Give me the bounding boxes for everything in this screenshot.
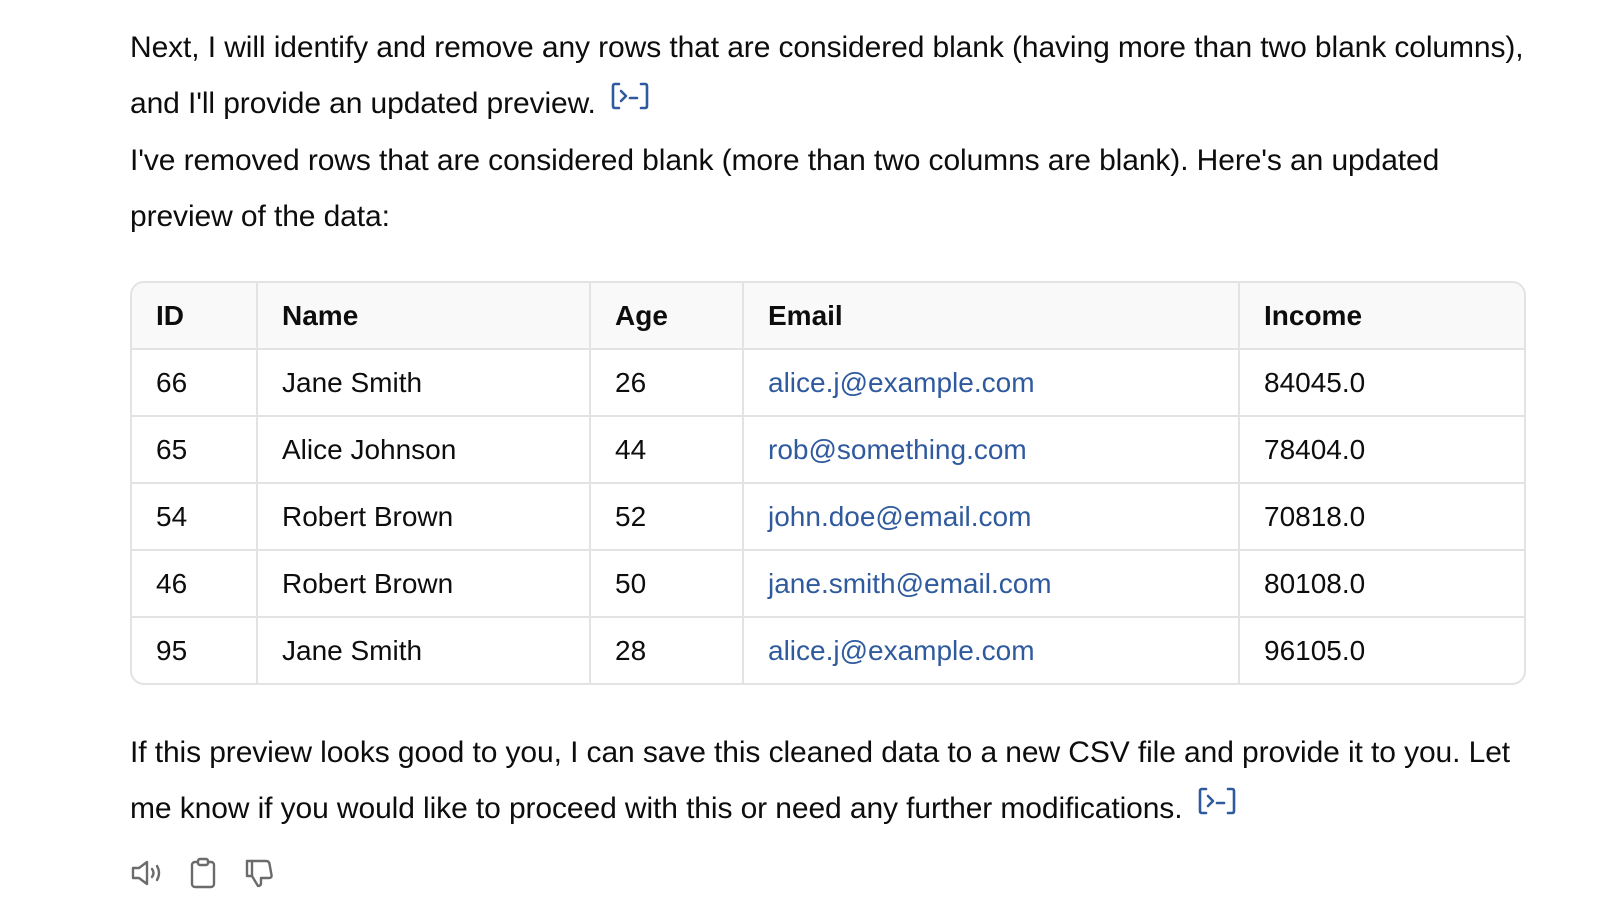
cell-email: [743, 416, 1239, 483]
cell-age: 52: [590, 483, 743, 550]
cell-email: [743, 349, 1239, 416]
cell-income: 96105.0: [1264, 634, 1366, 666]
table-row: [132, 416, 1524, 483]
cell-income: 78404.0: [1239, 416, 1524, 483]
email-link[interactable]: rob@something.com: [768, 433, 1027, 465]
cell-income: 84045.0: [1239, 349, 1524, 416]
email-link[interactable]: alice.j@example.com: [768, 634, 1035, 666]
intro-text: Next, I will identify and remove any rows that are considered blank (having more than two blank columns), and I'll provide an updated preview.: [130, 31, 1524, 120]
cell-name: Robert Brown: [257, 483, 590, 550]
cell-age: 26: [590, 349, 743, 416]
outro-paragraph: [130, 725, 1530, 838]
cell-age: 44: [590, 416, 743, 483]
column-header-id: ID: [132, 283, 257, 349]
intro-paragraph: [130, 20, 1530, 133]
column-header-income: Income: [1239, 283, 1524, 349]
cell-name: Jane Smith: [257, 349, 590, 416]
data-preview-table: [130, 281, 1526, 685]
code-analysis-icon[interactable]: [1197, 779, 1237, 835]
outro-text: If this preview looks good to you, I can save this cleaned data to a new CSV file and provide it to you. Let me know if you would like to proceed with this or need any further modifications.: [130, 736, 1511, 826]
cell-income: 80108.0: [1239, 550, 1524, 617]
assistant-message: [130, 20, 1530, 890]
table-row: [132, 349, 1524, 416]
cell-name: Robert Brown: [257, 550, 590, 617]
cell-email: [743, 617, 1239, 683]
column-header-name: Name: [257, 283, 590, 349]
email-link[interactable]: jane.smith@email.com: [768, 567, 1052, 599]
thumbs-down-icon: [243, 857, 275, 889]
table-row: [132, 483, 1524, 550]
cell-age: 28: [590, 617, 743, 683]
table-header-row: [132, 283, 1524, 349]
column-header-email: Email: [743, 283, 1239, 349]
read-aloud-button[interactable]: [130, 856, 164, 890]
cell-id: 65: [132, 416, 257, 483]
email-link[interactable]: alice.j@example.com: [768, 366, 1035, 398]
message-actions: [130, 856, 1530, 890]
cell-email: [743, 550, 1239, 617]
cell-age: 50: [590, 550, 743, 617]
cell-income: 70818.0: [1239, 483, 1524, 550]
dislike-button[interactable]: [242, 856, 276, 890]
table-row: [132, 550, 1524, 617]
speaker-icon: [130, 858, 164, 888]
cell-id: 66: [132, 349, 257, 416]
cell-id: 54: [132, 483, 257, 550]
clipboard-icon: [188, 857, 218, 889]
column-header-age: Age: [590, 283, 743, 349]
cell-name: Jane Smith: [257, 617, 590, 683]
result-paragraph: I've removed rows that are considered blank (more than two columns are blank). Here's an updated preview of the data:: [130, 144, 1440, 234]
cell-id: 95: [132, 617, 257, 683]
code-analysis-icon[interactable]: [610, 74, 650, 130]
cell-name: Alice Johnson: [257, 416, 590, 483]
cell-id: 46: [132, 550, 257, 617]
cell-email: [743, 483, 1239, 550]
email-link[interactable]: john.doe@email.com: [768, 500, 1032, 532]
table-row: [132, 617, 1524, 683]
copy-button[interactable]: [186, 856, 220, 890]
